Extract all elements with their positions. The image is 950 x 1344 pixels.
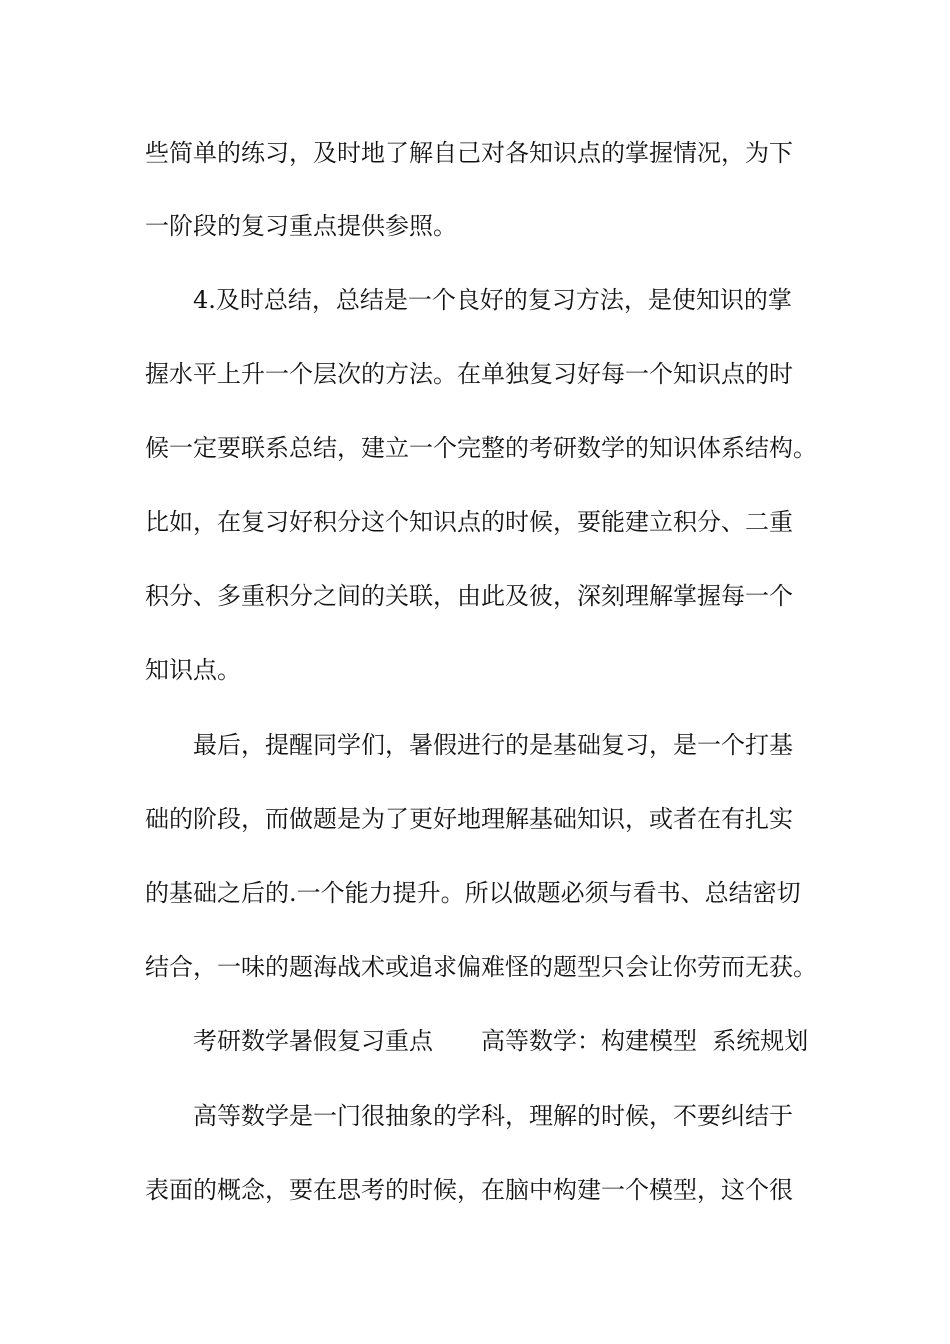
paragraph-line: 4.及时总结，总结是一个良好的复习方法，是使知识的掌	[193, 286, 792, 314]
paragraph-line: 表面的概念，要在思考的时候，在脑中构建一个模型，这个很	[145, 1176, 793, 1204]
paragraph-line: 高等数学是一门很抽象的学科，理解的时候，不要纠结于	[193, 1102, 793, 1130]
paragraph-line: 比如，在复习好积分这个知识点的时候，要能建立积分、二重	[145, 508, 793, 536]
paragraph-line: 知识点。	[145, 656, 241, 684]
paragraph-line: 握水平上升一个层次的方法。在单独复习好每一个知识点的时	[145, 360, 793, 388]
section-heading	[193, 1025, 893, 1057]
paragraph-line: 候一定要联系总结，建立一个完整的考研数学的知识体系结构。	[145, 434, 817, 462]
paragraph-line: 结合，一味的题海战术或追求偏难怪的题型只会让你劳而无获。	[145, 953, 817, 981]
section-heading-title: 考研数学暑假复习重点	[193, 1027, 433, 1055]
paragraph-line: 一阶段的复习重点提供参照。	[145, 212, 457, 240]
paragraph-line: 的基础之后的.一个能力提升。所以做题必须与看书、总结密切	[145, 879, 801, 907]
paragraph-line: 础的阶段，而做题是为了更好地理解基础知识，或者在有扎实	[145, 805, 793, 833]
paragraph-line: 最后，提醒同学们，暑假进行的是基础复习，是一个打基	[193, 731, 793, 759]
paragraph-line: 些简单的练习，及时地了解自己对各知识点的掌握情况，为下	[145, 139, 793, 167]
paragraph-line: 积分、多重积分之间的关联，由此及彼，深刻理解掌握每一个	[145, 582, 793, 610]
section-heading-subtitle: 高等数学：构建模型 系统规划	[481, 1027, 809, 1055]
